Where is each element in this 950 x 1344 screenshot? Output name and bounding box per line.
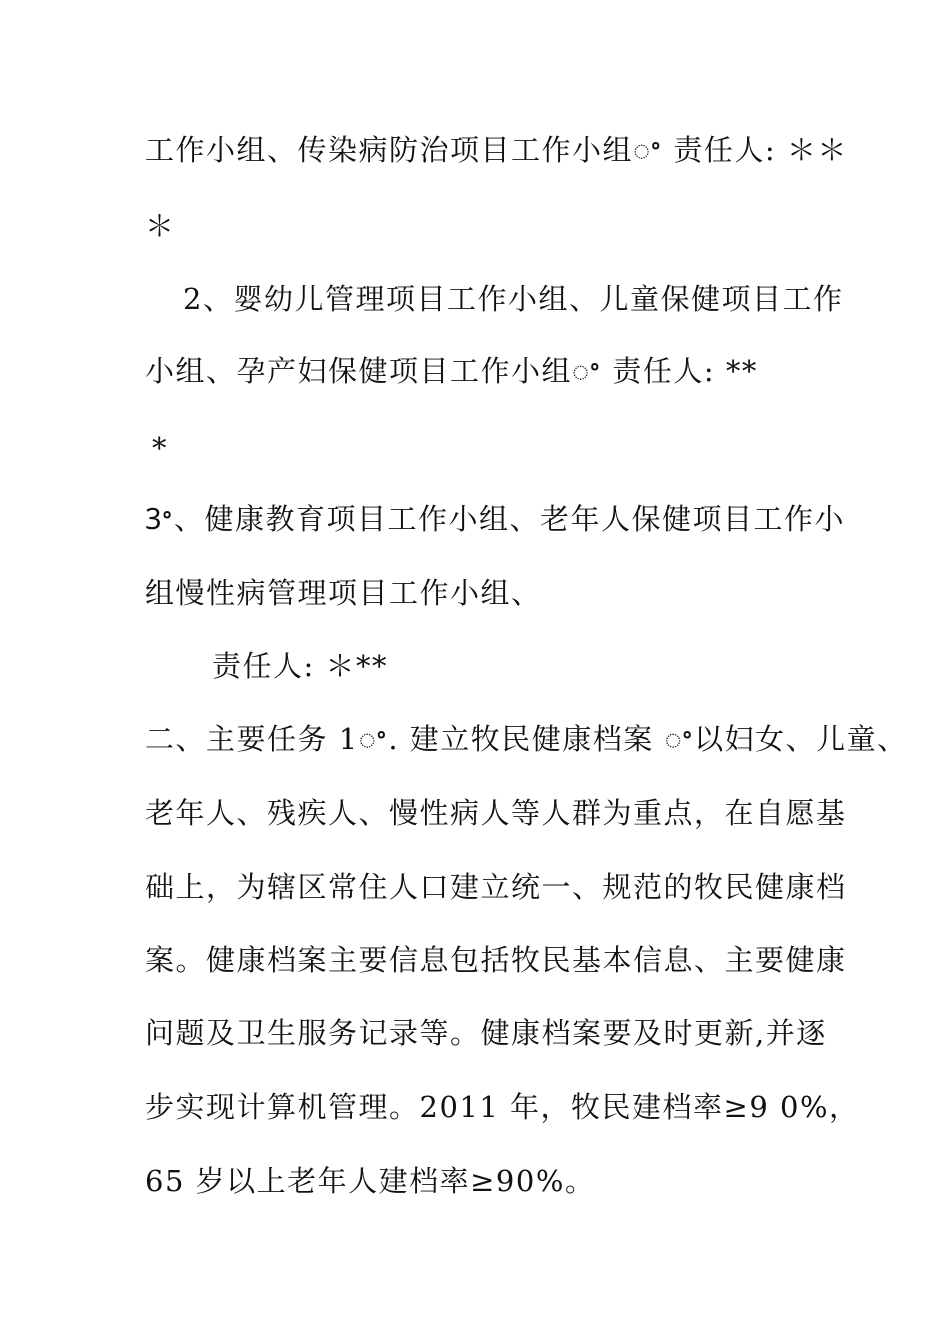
text-line: ＊ [145,209,176,243]
text-line: 步实现计算机管理。2011 年，牧民建档率≥9 0%， [145,1090,860,1124]
text-line: 65 岁以上老年人建档率≥90%。 [145,1164,596,1198]
text-line: 础上，为辖区常住人口建立统一、规范的牧民健康档 [145,870,847,904]
text-line: 3ꢀ、健康教育项目工作小组、老年人保健项目工作小 [145,502,846,536]
text-line: 2、婴幼儿管理项目工作小组、儿童保健项目工作 [183,282,844,316]
text-line: * [152,431,168,465]
text-line: 小组、孕产妇保健项目工作小组ꢀ 责任人: ** [145,354,758,388]
text-line: 工作小组、传染病防治项目工作小组ꢀ 责任人: ＊＊ [145,133,848,167]
text-line: 责任人: ＊** [212,649,388,683]
text-line: 老年人、残疾人、慢性病人等人群为重点，在自愿基 [145,796,847,830]
text-line: 问题及卫生服务记录等。健康档案要及时更新,并逐 [145,1016,827,1050]
text-line: 案。健康档案主要信息包括牧民基本信息、主要健康 [145,943,847,977]
text-line: 组慢性病管理项目工作小组、 [145,576,542,610]
text-line: 二、主要任务 1ꢀ. 建立牧民健康档案 ꢀ以妇女、儿童、 [145,722,908,756]
